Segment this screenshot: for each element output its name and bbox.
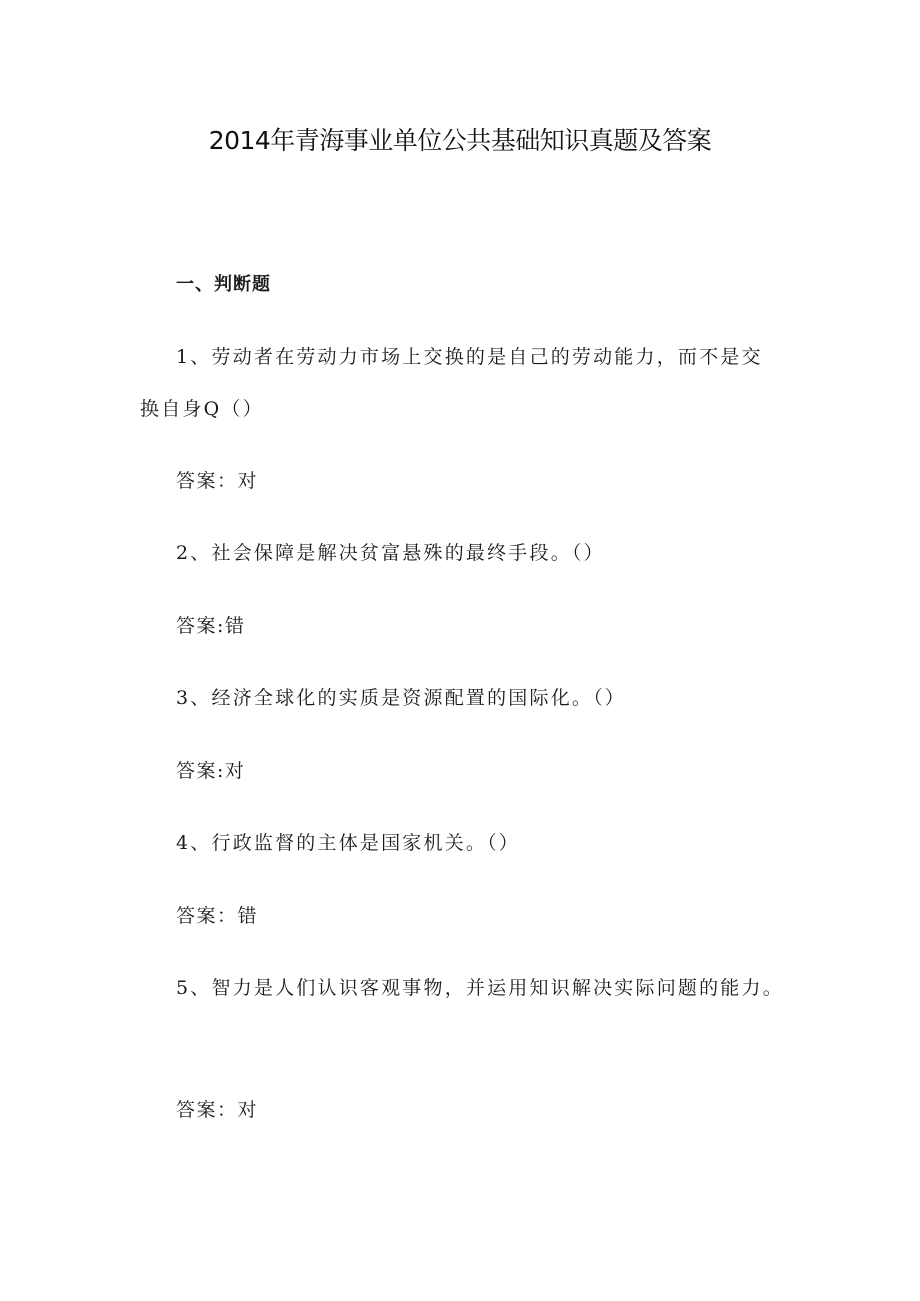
question-1-text-line-2: 换自身Q（）: [140, 398, 264, 420]
question-1-answer: 答案：对: [176, 470, 259, 492]
question-5-text: 5、智力是人们认识客观事物，并运用知识解决实际问题的能力。: [176, 977, 784, 999]
question-4-answer: 答案：错: [176, 905, 259, 927]
question-4-text: 4、行政监督的主体是国家机关。（）: [176, 832, 520, 854]
section-heading: 一、判断题: [176, 274, 271, 295]
question-2-text: 2、社会保障是解决贫富悬殊的最终手段。（）: [176, 542, 605, 564]
question-3-answer: 答案:对: [176, 760, 246, 782]
question-3-text: 3、经济全球化的实质是资源配置的国际化。（）: [176, 687, 626, 709]
question-5-answer: 答案：对: [176, 1099, 259, 1121]
question-1-text-line-1: 1、劳动者在劳动力市场上交换的是自己的劳动能力，而不是交: [176, 346, 763, 368]
question-2-answer: 答案:错: [176, 615, 246, 637]
document-title: 2014年青海事业单位公共基础知识真题及答案: [208, 126, 712, 155]
